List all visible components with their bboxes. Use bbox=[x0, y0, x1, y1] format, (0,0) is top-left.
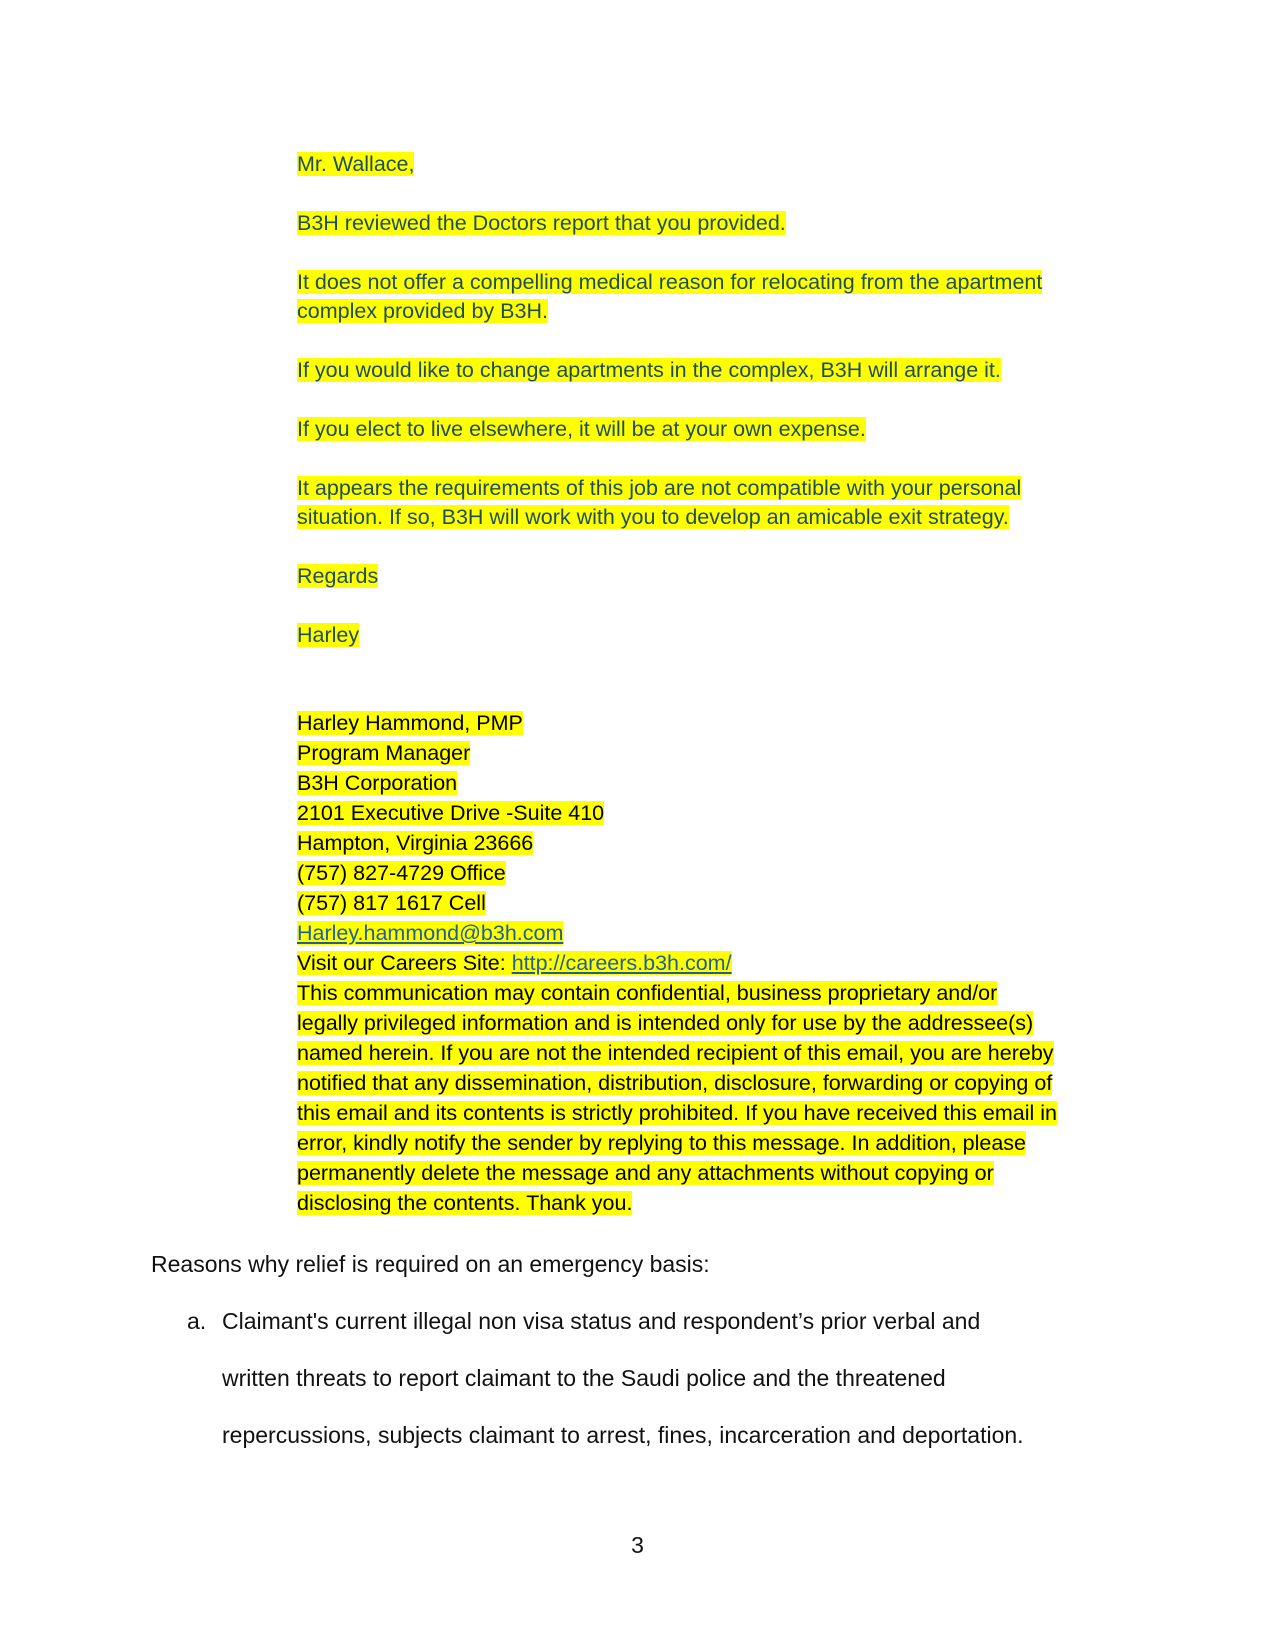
disclaimer-line: permanently delete the message and any attachments without copying or bbox=[297, 1161, 994, 1185]
list-marker-a: a. bbox=[187, 1308, 207, 1334]
email-closing: Regards bbox=[297, 564, 379, 588]
email-paragraph: It appears the requirements of this job are not compatible with your personal bbox=[297, 476, 1022, 500]
email-paragraph: complex provided by B3H. bbox=[297, 299, 548, 323]
disclaimer-line: notified that any dissemination, distribution, disclosure, forwarding or copying of bbox=[297, 1071, 1053, 1095]
list-item-a-line: written threats to report claimant to the Saudi police and the threatened bbox=[222, 1365, 946, 1391]
disclaimer-line: legally privileged information and is intended only for use by the addressee(s) bbox=[297, 1011, 1034, 1035]
signature-office-phone: (757) 827-4729 Office bbox=[297, 861, 506, 885]
signature-address: 2101 Executive Drive -Suite 410 bbox=[297, 801, 605, 825]
disclaimer-line: disclosing the contents. Thank you. bbox=[297, 1191, 633, 1215]
list-item-a-line: Claimant's current illegal non visa status and respondent’s prior verbal and bbox=[222, 1308, 981, 1334]
disclaimer-line: error, kindly notify the sender by replying to this message. In addition, please bbox=[297, 1131, 1027, 1155]
signature-email-link[interactable]: Harley.hammond@b3h.com bbox=[297, 921, 564, 945]
email-salutation: Mr. Wallace, bbox=[297, 152, 415, 176]
disclaimer-line: This communication may contain confidential, business proprietary and/or bbox=[297, 981, 998, 1005]
careers-link[interactable]: http://careers.b3h.com/ bbox=[511, 951, 732, 975]
signature-careers-row bbox=[297, 949, 732, 978]
email-paragraph: situation. If so, B3H will work with you to develop an amicable exit strategy. bbox=[297, 505, 1009, 529]
email-signoff: Harley bbox=[297, 623, 360, 647]
signature-company: B3H Corporation bbox=[297, 771, 458, 795]
disclaimer-line: named herein. If you are not the intended recipient of this email, you are hereby bbox=[297, 1041, 1054, 1065]
careers-label: Visit our Careers Site: bbox=[297, 951, 512, 975]
page-number: 3 bbox=[631, 1532, 644, 1558]
list-item-a-line: repercussions, subjects claimant to arrest, fines, incarceration and deportation. bbox=[222, 1422, 1024, 1448]
section-heading: Reasons why relief is required on an emergency basis: bbox=[151, 1251, 710, 1277]
email-paragraph: If you would like to change apartments in the complex, B3H will arrange it. bbox=[297, 358, 1001, 382]
disclaimer-line: this email and its contents is strictly prohibited. If you have received this email in bbox=[297, 1101, 1058, 1125]
signature-city: Hampton, Virginia 23666 bbox=[297, 831, 534, 855]
email-paragraph: It does not offer a compelling medical reason for relocating from the apartment bbox=[297, 270, 1043, 294]
signature-name: Harley Hammond, PMP bbox=[297, 711, 523, 735]
signature-cell-phone: (757) 817 1617 Cell bbox=[297, 891, 486, 915]
signature-title: Program Manager bbox=[297, 741, 471, 765]
email-paragraph: B3H reviewed the Doctors report that you provided. bbox=[297, 211, 786, 235]
email-paragraph: If you elect to live elsewhere, it will be at your own expense. bbox=[297, 417, 866, 441]
signature-email-row bbox=[297, 919, 563, 948]
